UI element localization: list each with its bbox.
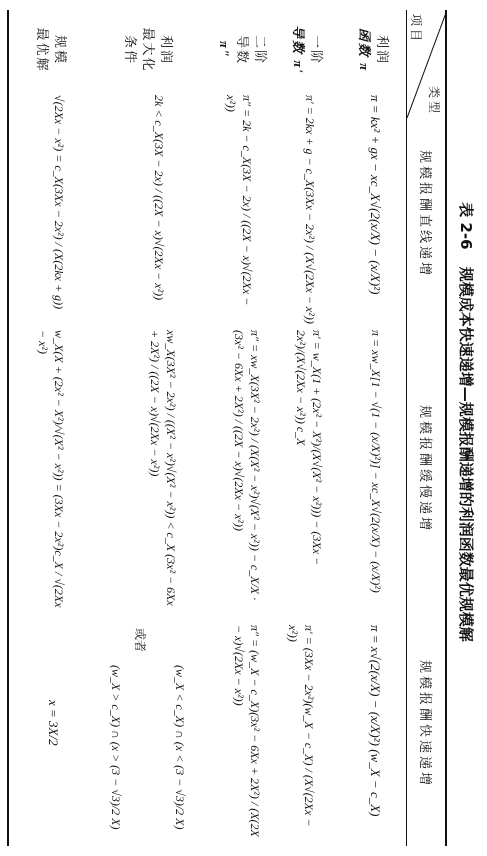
corner-type-label: 类 型 — [427, 86, 441, 114]
table-caption — [456, 0, 477, 856]
cell-condition-slow: xw_X(3X² − 2x²) / ((X² − x²)√(X² − x²)) < c_X (3x² − 6Xx + 2X²) / ((2X − x)√(2Xx − x²)) — [148, 330, 178, 606]
cell-condition-linear: 2k < c_X(3X − 2x) / ((2X − x)√(2Xx − x²)) — [152, 95, 166, 301]
cell-profit-fast: π = x√(2(x/X) − (x/X)²) (w_X − c_X) — [368, 625, 383, 817]
row-label-first-derivative — [289, 12, 325, 88]
cell-profit-slow: π = xw_X[1 − √(1 − (x/X)²)] − xc_X√(2(x/X) − (x/X)²) — [369, 330, 383, 593]
cell-optimal-slow: w_X(X + (2x² − X²)/√(X² − x²)) = (3Xx − 2x²)c_X / √(2Xx − x²) — [36, 330, 66, 608]
table-title: 规模成本快速递增—规模报酬递增的利润函数最优规模解 — [457, 266, 475, 642]
cell-first-derivative-linear: π′ = 2kx + g − c_X(3Xx − 2x²) / (X√(2Xx − x²)) — [303, 95, 317, 324]
cell-optimal-linear: √(2Xx − x²) = c_X(3Xx − 2x²) / (X(2kx + g)) — [52, 95, 66, 310]
row-label-line: 利润 — [159, 34, 174, 65]
cell-second-derivative-slow: π″ = xw_X(3X² − 2x²) / (X(X² − x²)√(X² − x²)) − c_X/X · (3x² − 6Xx + 2X²) / ((2X − x)√(2Xx − x²)) — [232, 330, 262, 601]
cell-second-derivative-fast: π″ = (w_X − c_X)(3x² − 6Xx + 2X²) / (X(2X − x)√(2Xx − x²)) — [232, 625, 262, 837]
row-label-line: 规模 — [53, 34, 68, 65]
row-label-line: 函数 π — [357, 27, 372, 73]
row-label-line: 一阶 — [309, 34, 324, 65]
row-label-max-condition — [121, 12, 175, 88]
column-header-slow: 规模报酬缓慢递增 — [417, 405, 432, 534]
bottom-rule — [7, 10, 9, 846]
cell-condition-or: 或者 — [133, 628, 147, 653]
row-label-line: 最大化 — [141, 27, 156, 73]
cell-optimal-fast: x = 3X/2 — [46, 700, 61, 746]
row-label-line: 导数 π′ — [291, 24, 306, 75]
row-label-line: 条件 — [123, 34, 138, 65]
cell-second-derivative-linear: π″ = 2k − c_X(3X − 2x) / ((2X − x)√(2Xx − x²)) — [224, 95, 254, 306]
table-number: 表 2-6 — [457, 202, 475, 250]
row-label-line: 最优解 — [35, 27, 50, 73]
row-label-second-derivative — [215, 12, 269, 88]
row-label-line: 导数 — [235, 34, 250, 65]
row-label-optimal-scale — [33, 12, 69, 88]
column-header-fast: 规模报酬快速递增 — [417, 660, 432, 789]
row-label-line: π″ — [217, 40, 232, 60]
cell-first-derivative-slow: π′ = w_X(1 + (2x² − X²)/(X√(X² − x²))) − (3Xx − 2x²)/(X√(2Xx − x²)) c_X — [294, 330, 324, 566]
column-header-linear: 规模报酬直线递增 — [417, 150, 432, 279]
row-label-line: 二阶 — [253, 34, 268, 65]
corner-item-label: 项 目 — [409, 14, 423, 42]
cell-first-derivative-fast: π′ = (3Xx − 2x²)(w_X − c_X) / (X√(2Xx − x²)) — [286, 625, 316, 827]
cell-profit-linear: π = kx² + gx − xc_X√(2(x/X) − (x/X)²) — [368, 95, 383, 295]
row-label-profit — [355, 12, 391, 88]
cell-condition-fast-b: (w_X > c_X) ∩ (x > (3 − √3)/2 X) — [109, 665, 123, 830]
row-label-line: 利润 — [375, 34, 390, 65]
header-rule — [406, 10, 407, 846]
cell-condition-fast-a: (w_X < c_X) ∩ (x < (3 − √3)/2 X) — [173, 665, 187, 830]
top-rule — [445, 10, 447, 846]
